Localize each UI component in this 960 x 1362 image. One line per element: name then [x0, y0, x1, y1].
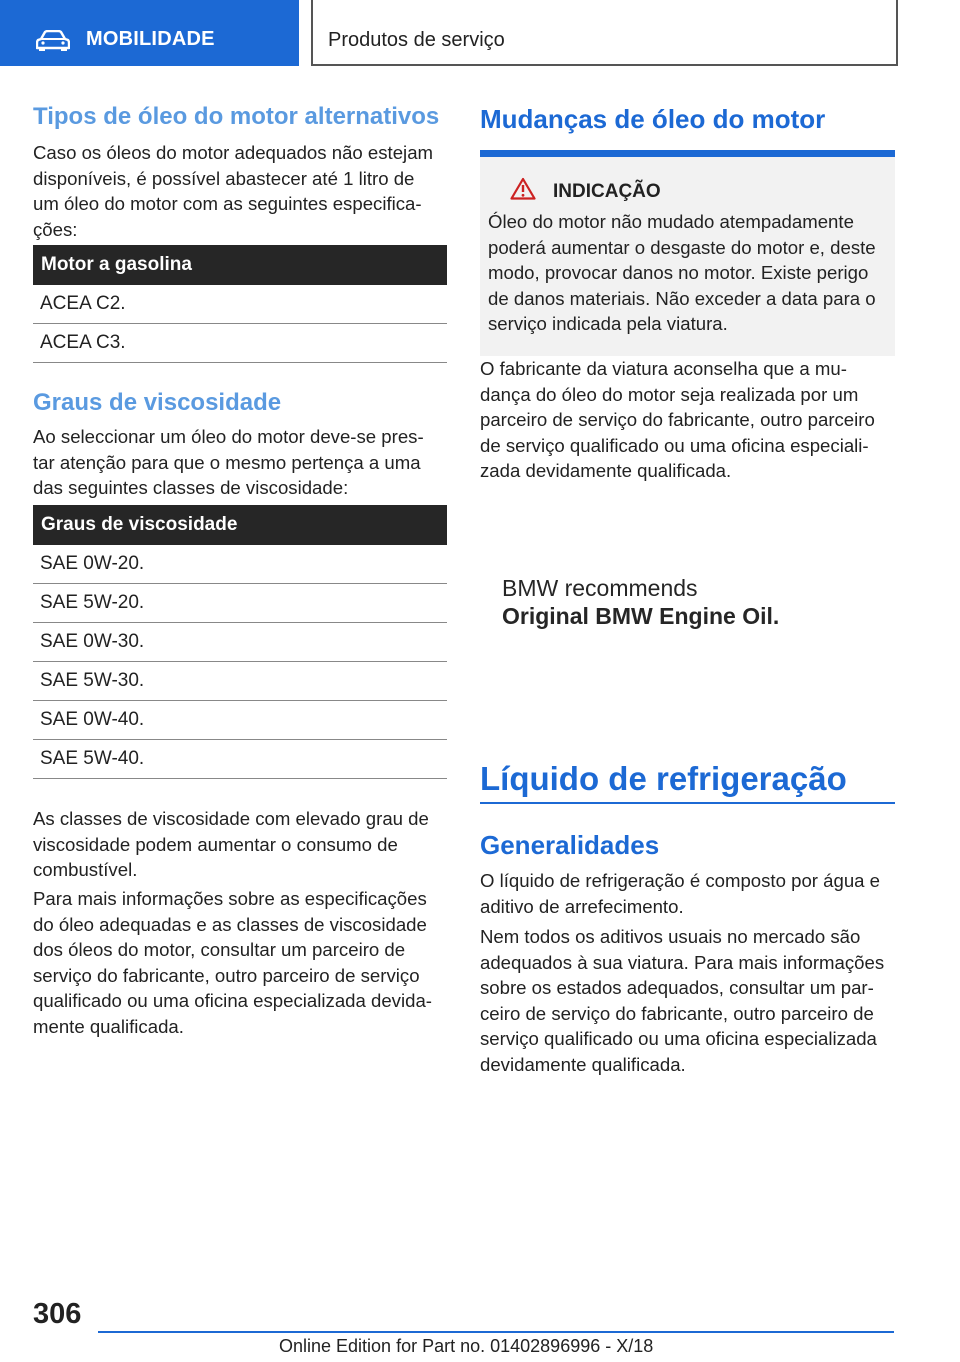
- viscosity-paragraph: [33, 424, 424, 501]
- text-line: do óleo adequadas e as classes de viscosidade: [33, 913, 427, 935]
- text-line: dos óleos do motor, consultar um parceiro de: [33, 939, 406, 960]
- text-line: combustível.: [33, 859, 138, 880]
- text-line: Nem todos os aditivos usuais no mercado são: [480, 926, 861, 947]
- car-icon: [36, 30, 70, 52]
- alt-oil-heading: Tipos de óleo do motor alternativos: [33, 103, 440, 130]
- coolant-paragraph-1: [480, 868, 880, 919]
- table-row: SAE 5W-40.: [33, 740, 447, 779]
- text-line: Ao seleccionar um óleo do motor deve-se pres‐: [33, 426, 424, 447]
- text-line: ceiro de serviço do fabricante, outro parceiro de: [480, 1002, 874, 1024]
- gasoline-table: [33, 245, 447, 363]
- text-line: aditivo de arrefecimento.: [480, 895, 684, 917]
- recommend-product: Original BMW Engine Oil.: [502, 603, 780, 629]
- notice-title: INDICAÇÃO: [553, 181, 661, 202]
- text-line: As classes de viscosidade com elevado grau de: [33, 808, 429, 829]
- viscosity-note: [33, 806, 429, 883]
- text-line: sobre os estados adequados, consultar um par‐: [480, 977, 874, 998]
- coolant-title: Líquido de refrigeração: [480, 760, 847, 797]
- text-line: O líquido de refrigeração é composto por água e: [480, 870, 881, 891]
- text-line: zada devidamente qualificada.: [480, 460, 732, 481]
- text-line: Óleo do motor não mudado atempadamente: [488, 211, 854, 232]
- table-row: ACEA C3.: [33, 324, 447, 363]
- header-section-box: [311, 0, 898, 66]
- table-row: ACEA C2.: [33, 285, 447, 324]
- oil-change-paragraph: [480, 356, 875, 484]
- text-line: um óleo do motor com as seguintes especifica‐: [33, 193, 422, 214]
- section-divider: [480, 802, 895, 804]
- coolant-general-heading: Generalidades: [480, 830, 660, 860]
- text-line: ções:: [33, 218, 78, 240]
- oil-change-heading: Mudanças de óleo do motor: [480, 104, 826, 134]
- header-section-label: Produtos de serviço: [328, 29, 505, 51]
- text-line: dança do óleo do motor seja realizada por um: [480, 383, 859, 405]
- notice-box: [480, 150, 895, 356]
- bmw-oil-recommendation: [502, 574, 779, 630]
- text-line: de serviço qualificado ou uma oficina especiali‐: [480, 434, 869, 456]
- notice-body: [488, 209, 876, 337]
- viscosity-table: [33, 505, 447, 779]
- header-tab-mobilidade[interactable]: [0, 0, 299, 66]
- text-line: poderá aumentar o desgaste do motor e, deste: [488, 236, 876, 258]
- text-line: adequados à sua viatura. Para mais informações: [480, 951, 885, 973]
- alt-oil-paragraph: [33, 140, 433, 242]
- footer-divider: [98, 1331, 894, 1333]
- text-line: tar atenção para que o mesmo pertença a uma: [33, 451, 421, 473]
- table-header: Graus de viscosidade: [33, 505, 447, 545]
- recommend-line: BMW recommends: [502, 575, 698, 601]
- text-line: devidamente qualificada.: [480, 1053, 686, 1075]
- table-header: Motor a gasolina: [33, 245, 447, 285]
- text-line: de danos materiais. Não exceder a data para o: [488, 287, 876, 309]
- text-line: disponíveis, é possível abastecer até 1 litro de: [33, 167, 415, 189]
- text-line: mente qualificada.: [33, 1015, 184, 1037]
- text-line: serviço indicada pela viatura.: [488, 313, 728, 334]
- text-line: Caso os óleos do motor adequados não estejam: [33, 142, 434, 163]
- text-line: qualificado ou uma oficina especializada devida‐: [33, 990, 432, 1011]
- coolant-paragraph-2: [480, 924, 884, 1077]
- text-line: O fabricante da viatura aconselha que a mu‐: [480, 358, 847, 379]
- warning-triangle-icon: [510, 177, 536, 200]
- viscosity-info: [33, 886, 432, 1039]
- text-line: modo, provocar danos no motor. Existe perigo: [488, 262, 869, 283]
- text-line: viscosidade podem aumentar o consumo de: [33, 833, 398, 855]
- table-row: SAE 0W-40.: [33, 701, 447, 740]
- table-row: SAE 0W-20.: [33, 545, 447, 584]
- text-line: das seguintes classes de viscosidade:: [33, 477, 349, 498]
- footer-edition: Online Edition for Part no. 01402896996 - X/18: [279, 1336, 654, 1356]
- table-row: SAE 5W-20.: [33, 584, 447, 623]
- page-number: 306: [33, 1298, 82, 1330]
- header-tab-label: MOBILIDADE: [86, 28, 215, 50]
- text-line: parceiro de serviço do fabricante, outro parceiro: [480, 409, 875, 430]
- table-row: SAE 5W-30.: [33, 662, 447, 701]
- viscosity-heading: Graus de viscosidade: [33, 389, 282, 416]
- text-line: serviço do fabricante, outro parceiro de serviço: [33, 964, 420, 986]
- text-line: serviço qualificado ou uma oficina especializada: [480, 1028, 877, 1049]
- text-line: Para mais informações sobre as especificações: [33, 888, 427, 909]
- table-row: SAE 0W-30.: [33, 623, 447, 662]
